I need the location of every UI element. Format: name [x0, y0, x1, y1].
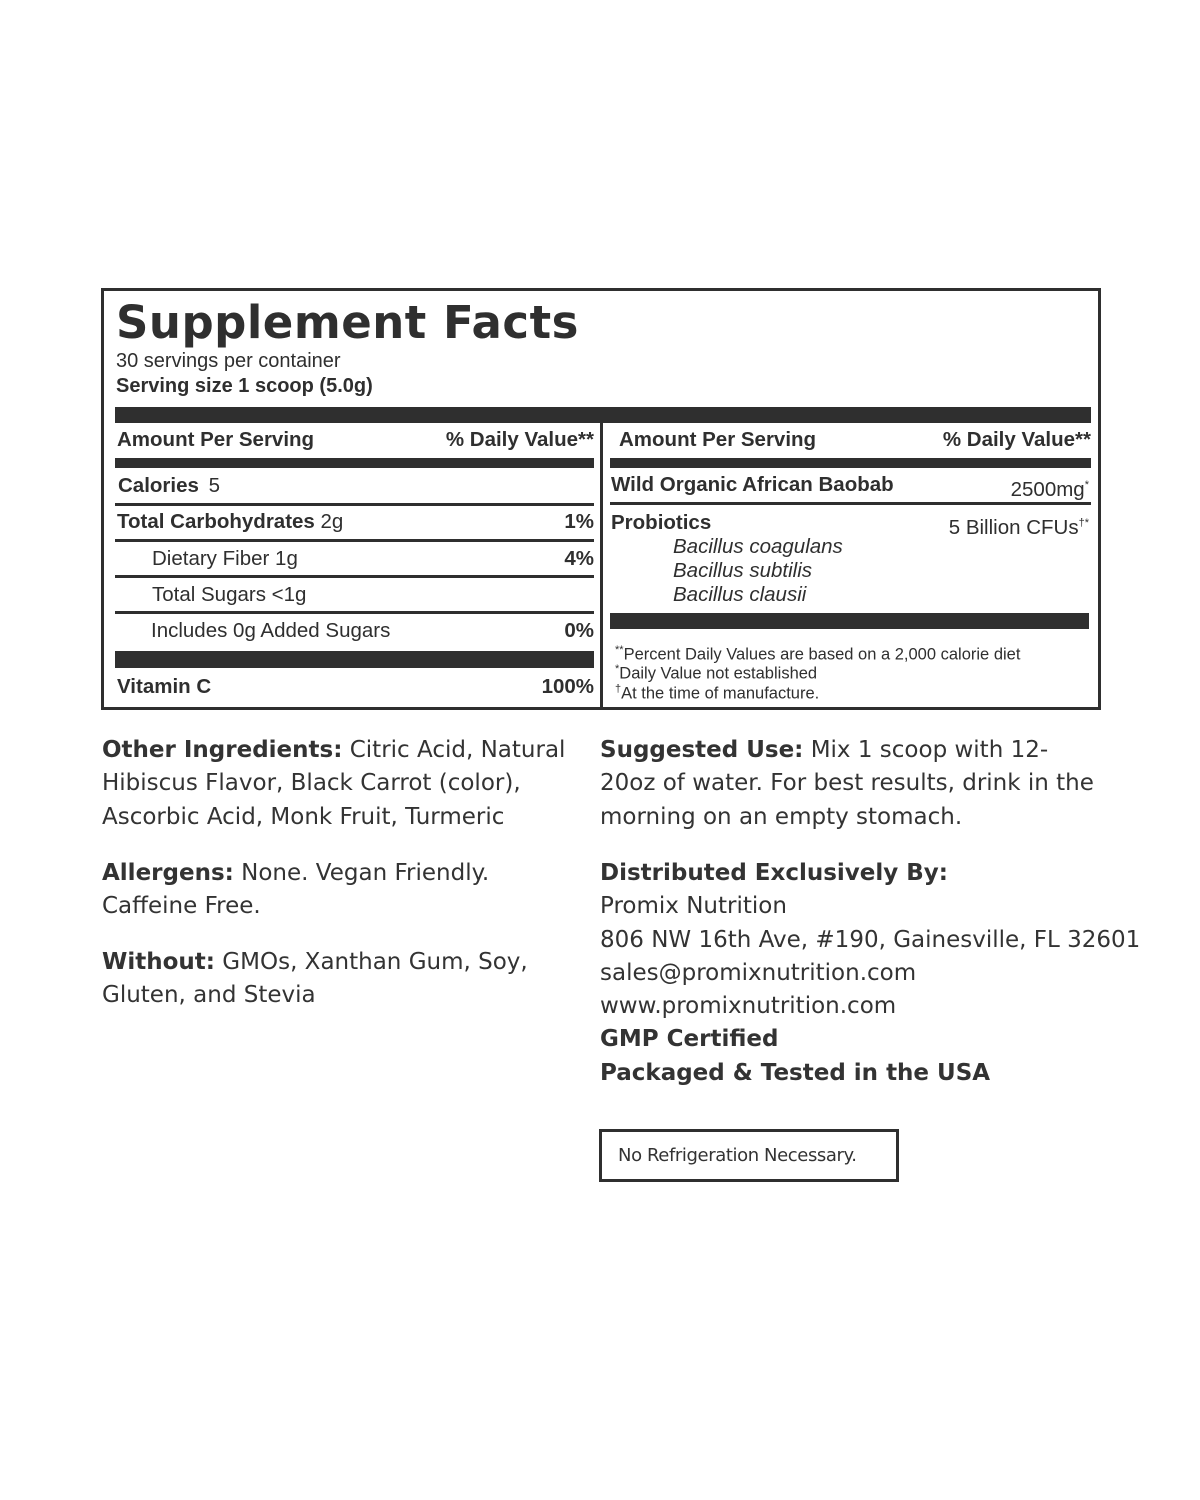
vitamin-c-dv: 100%: [541, 675, 594, 698]
storage-note: No Refrigeration Necessary.: [618, 1145, 857, 1166]
sugars-label: Total Sugars: [152, 583, 266, 606]
panel-title: Supplement Facts: [116, 296, 579, 349]
without-label: Without:: [102, 949, 215, 975]
distributor-website: www.promixnutrition.com: [600, 993, 897, 1020]
packaged-tested: Packaged & Tested in the USA: [600, 1059, 991, 1086]
baobab-label: Wild Organic African Baobab: [611, 473, 894, 496]
allergens-text: None. Vegan Friendly. Caffeine Free.: [102, 860, 490, 920]
footnote-text: Percent Daily Values are based on a 2,000 calorie diet: [623, 645, 1021, 664]
thick-divider-vitamins: [115, 651, 594, 668]
probiotics-amount-cell: [871, 511, 1089, 540]
carbs-dv: 1%: [564, 510, 594, 533]
probiotics-label: Probiotics: [611, 511, 712, 534]
row-rule: [115, 539, 594, 542]
suggested-use: [600, 734, 1100, 834]
left-header-dv: % Daily Value**: [445, 428, 594, 451]
left-header-amount: Amount Per Serving: [117, 428, 315, 451]
vitamin-c-label: Vitamin C: [117, 675, 212, 698]
allergens-label: Allergens:: [102, 860, 234, 886]
sugars-amount: <1g: [271, 583, 307, 606]
footnote-manufacture: [615, 680, 819, 704]
fiber-row: [152, 547, 298, 571]
suggested-use-text: Mix 1 scoop with 12-20oz of water. For best results, drink in the morning on an empty stomach.: [600, 737, 1094, 830]
row-rule: [610, 502, 1091, 505]
thick-divider-notes: [610, 613, 1089, 629]
serving-size: Serving size 1 scoop (5.0g): [116, 375, 373, 397]
servings-per-container: 30 servings per container: [116, 350, 341, 372]
without-text: GMOs, Xanthan Gum, Soy, Gluten, and Stevia: [102, 949, 528, 1009]
without: [102, 946, 567, 1013]
suggested-use-label: Suggested Use:: [600, 737, 804, 763]
fiber-label: Dietary Fiber: [152, 547, 270, 570]
gmp-certified: GMP Certified: [600, 1026, 779, 1053]
right-header-amount: Amount Per Serving: [619, 428, 817, 451]
footnote-mark: *: [615, 663, 620, 675]
allergens: [102, 857, 562, 924]
column-divider: [600, 423, 603, 707]
added-sugars-label: Includes 0g Added Sugars: [151, 619, 391, 642]
footnote-mark: **: [615, 644, 624, 656]
baobab-amount-cell: [891, 473, 1089, 502]
added-sugars-dv: 0%: [564, 619, 594, 642]
distributor-address: 806 NW 16th Ave, #190, Gainesville, FL 32601: [600, 926, 1141, 953]
baobab-mark: *: [1084, 479, 1089, 491]
footnote-mark: †: [615, 683, 622, 695]
distributor-block: [600, 857, 1190, 1090]
sugars-row: [152, 583, 306, 607]
row-rule: [115, 575, 594, 578]
other-ingredients-label: Other Ingredients:: [102, 737, 343, 763]
probiotics-amount: 5 Billion CFUs: [948, 515, 1079, 539]
storage-note-box: [599, 1129, 899, 1182]
row-rule: [115, 611, 594, 614]
distributor-email: sales@promixnutrition.com: [600, 959, 917, 986]
other-ingredients-text: Citric Acid, Natural Hibiscus Flavor, Black Carrot (color), Ascorbic Acid, Monk Fruit, Turmeric: [102, 737, 566, 830]
thick-divider-left: [115, 458, 594, 468]
footnote-text: At the time of manufacture.: [621, 684, 820, 703]
calories-value: 5: [208, 474, 221, 497]
fiber-dv: 4%: [564, 547, 594, 570]
row-rule: [115, 503, 594, 506]
thick-divider-top: [115, 407, 1091, 423]
thick-divider-right: [610, 458, 1091, 468]
carbs-row: [117, 510, 343, 534]
strain-2: Bacillus subtilis: [673, 559, 812, 582]
other-ingredients: [102, 734, 577, 834]
carbs-label: Total Carbohydrates: [117, 510, 315, 533]
baobab-amount: 2500mg: [1010, 477, 1085, 501]
strain-3: Bacillus clausii: [673, 583, 807, 606]
right-header-dv: % Daily Value**: [942, 428, 1091, 451]
calories-label: Calories: [118, 474, 199, 497]
distributor-name: Promix Nutrition: [600, 893, 787, 920]
carbs-amount: 2g: [320, 510, 344, 533]
distributor-label: Distributed Exclusively By:: [600, 860, 948, 886]
supplement-facts-panel: [101, 288, 1101, 710]
calories-row: [118, 474, 220, 498]
probiotics-mark: †*: [1078, 517, 1089, 529]
footnote-text: Daily Value not established: [619, 664, 818, 683]
fiber-amount: 1g: [275, 547, 298, 570]
strain-1: Bacillus coagulans: [673, 535, 843, 558]
